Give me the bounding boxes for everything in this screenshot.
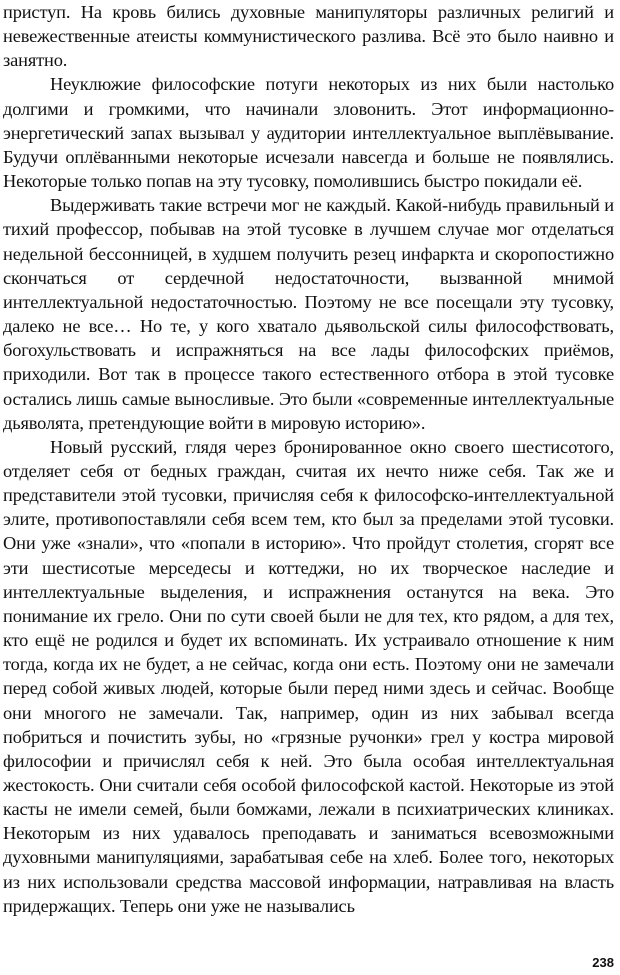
- paragraph-3: Выдерживать такие встречи мог не каждый. Какой-нибудь правильный и тихий профессор, побывав на этой тусовке в лучшем случае мог отделаться недельной бессонницей, в худшем получить резец инфаркта и скоропостижно скончаться от сердечной недостаточности, вызванной мнимой интеллектуальной недостаточностью. Поэтому не все посещали эту тусовку, далеко не все… Но те, у кого хватало дьявольской силы философствовать, богохульствовать и испражняться на все лады философских приёмов, приходили. Вот так в процессе такого естественного отбора в этой тусовке остались лишь самые выносливые. Это были «современные интеллектуальные дьяволята, претендующие войти в мировую историю».: [3, 195, 614, 433]
- page-number: 238: [592, 955, 614, 970]
- paragraph-1: приступ. На кровь бились духовные манипуляторы различных религий и невежественные атеисты коммунистического разлива. Всё это было наивно и занятно.: [3, 2, 614, 71]
- paragraph-2: Неуклюжие философские потуги некоторых из них были настолько долгими и громкими, что начинали зловонить. Этот информационно-энергетический запах вызывал у аудитории интеллектуальное выплёвывание. Будучи оплёванными некоторые исчезали навсегда и больше не появлялись. Некоторые только попав на эту тусовку, помолившись быстро покидали её.: [3, 74, 614, 192]
- body-text: [3, 0, 614, 918]
- paragraph-4: Новый русский, глядя через бронированное окно своего шестисотого, отделяет себя от бедных граждан, считая их нечто ниже себя. Так же и представители этой тусовки, причисляя себя к философско-интеллектуальной элите, противопоставляли себя всем тем, кто был за пределами этой тусовки. Они уже «знали», что «попали в историю». Что пройдут столетия, сгорят все эти шестисотые мерседесы и коттеджи, но их творческое наследие и интеллектуальные выделения, и испражнения останутся на века. Это понимание их грело. Они по сути своей были не для тех, кто рядом, а для тех, кто ещё не родился и будет их вспоминать. Их устраивало отношение к ним тогда, когда их не будет, а не сейчас, когда они есть. Поэтому они не замечали перед собой живых людей, которые были перед ними здесь и сейчас. Вообще они многого не замечали. Так, например, один из них забывал всегда побриться и почистить зубы, но «грязные ручонки» грел у костра мировой философии и причислял себя к ней. Это была особая интеллектуальная жестокость. Они считали себя особой философской кастой. Некоторые из этой касты не имели семей, были бомжами, лежали в психиатрических клиниках. Некоторым из них удавалось преподавать и заниматься всевозможными духовными манипуляциями, зарабатывая себе на хлеб. Более того, некоторых из них использовали средства массовой информации, натравливая на власть придержащих. Теперь они уже не назывались: [3, 436, 614, 916]
